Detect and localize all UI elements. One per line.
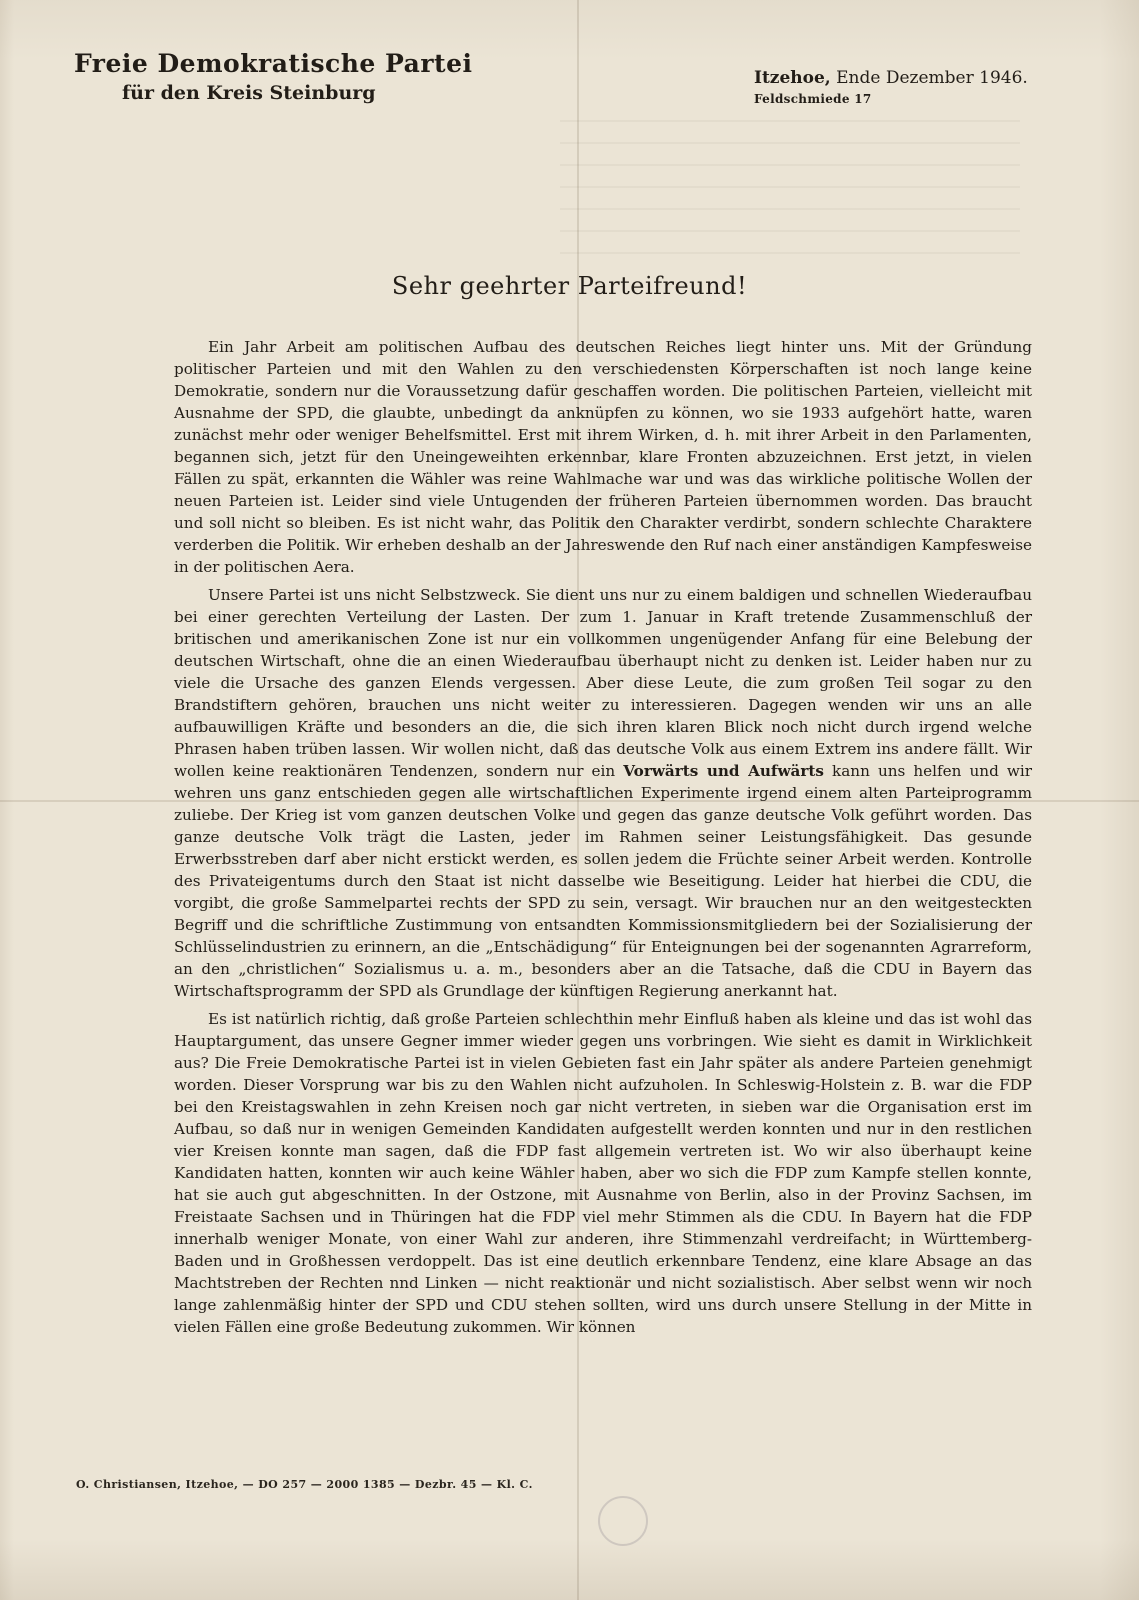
dateline [754, 66, 1028, 108]
paragraph-2-part-a: Unsere Partei ist uns nicht Selbstzweck. Sie dient uns nur zu einem baldigen und schnellen Wiederaufbau bei einer gerechten Verteilung der Lasten. Der zum 1. Januar in Kraft tretende Zusammenschluß der britischen und amerikanischen Zone ist nur ein vollkommen ungenügender Anfang für eine Belebung der deutschen Wirtschaft, ohne die an einen Wiederaufbau überhaupt nicht zu denken ist. Leider haben nur zu viele die Ursache des ganzen Elends vergessen. Aber diese Leute, die zum großen Teil sogar zu den Brandstiftern gehören, brauchen uns nicht weiter zu interessieren. Dagegen wenden wir uns an alle aufbauwilligen Kräfte und besonders an die, die sich ihren klaren Blick noch nicht durch irgend welche Phrasen haben trüben lassen. Wir wollen nicht, daß das deutsche Volk aus einem Extrem ins andere fällt. Wir wollen keine reaktionären Tendenzen, sondern nur ein [174, 586, 1032, 780]
party-subtitle: für den Kreis Steinburg [122, 82, 376, 104]
letterhead [74, 48, 472, 106]
salutation: Sehr geehrter Parteifreund! [391, 272, 748, 300]
paragraph-1: Ein Jahr Arbeit am politischen Aufbau des deutschen Reiches liegt hinter uns. Mit der Gründung politischer Parteien und mit den Wahlen zu den verschiedensten Körperschaften ist noch lange keine Demokratie, sondern nur die Voraussetzung dafür geschaffen worden. Die politischen Parteien, vielleicht mit Ausnahme der SPD, die glaubte, unbedingt da anknüpfen zu können, wo sie 1933 aufgehört hatte, waren zunächst mehr oder weniger Behelfsmittel. Erst mit ihrem Wirken, d. h. mit ihrer Arbeit in den Parlamenten, begannen sich, jetzt für den Uneingeweihten erkennbar, klare Fronten abzuzeichnen. Erst jetzt, in vielen Fällen zu spät, erkannten die Wähler was reine Wahlmache war und was das wirkliche politische Wollen der neuen Parteien ist. Leider sind viele Untugenden der früheren Parteien übernommen worden. Das braucht und soll nicht so bleiben. Es ist nicht wahr, das Politik den Charakter verdirbt, sondern schlechte Charaktere verderben die Politik. Wir erheben deshalb an der Jahreswende den Ruf nach einer anständigen Kampfesweise in der politischen Aera. [174, 338, 1032, 576]
place: Itzehoe, [754, 68, 831, 88]
paragraph-2-bold-slogan: Vorwärts und Aufwärts [623, 762, 824, 780]
paragraph-3: Es ist natürlich richtig, daß große Parteien schlechthin mehr Einfluß haben als kleine und das ist wohl das Hauptargument, das unsere Gegner immer wieder gegen uns vorbringen. Wie sieht es damit in Wirklichkeit aus? Die Freie Demokratische Partei ist in vielen Gebieten fast ein Jahr später als andere Parteien genehmigt worden. Dieser Vorsprung war bis zu den Wahlen nicht aufzuholen. In Schleswig-Holstein z. B. war die FDP bei den Kreistagswahlen in zehn Kreisen noch gar nicht vertreten, in sieben war die Organisation erst im Aufbau, so daß nur in wenigen Gemeinden Kandidaten aufgestellt werden konnten und nur in den restlichen vier Kreisen konnte man sagen, daß die FDP fast allgemein vertreten ist. Wo wir also überhaupt keine Kandidaten hatten, konnten wir auch keine Wähler haben, aber wo sich die FDP zum Kampfe stellen konnte, hat sie auch gut abgeschnitten. In der Ostzone, mit Ausnahme von Berlin, also in der Provinz Sachsen, im Freistaate Sachsen und in Thüringen hat die FDP viel mehr Stimmen als die CDU. In Bayern hat die FDP innerhalb weniger Monate, von einer Wahl zur anderen, ihre Stimmenzahl verdreifacht; in Württemberg-Baden und in Großhessen verdoppelt. Das ist eine deutlich erkennbare Tendenz, eine klare Absage an das Machtstreben der Rechten nnd Linken — nicht reaktionär und nicht sozialistisch. Aber selbst wenn wir noch lange zahlenmäßig hinter der SPD und CDU stehen sollten, wird uns durch unsere Stellung in der Mitte in vielen Fällen eine große Bedeutung zukommen. Wir können [174, 1010, 1032, 1336]
show-through-text [560, 120, 1020, 270]
paragraph-2-part-b: kann uns helfen und wir wehren uns ganz entschieden gegen alle wirtschaftlichen Experimente irgend einem alten Parteiprogramm zuliebe. Der Krieg ist vom ganzen deutschen Volke und gegen das ganze deutsche Volk geführt worden. Das ganze deutsche Volk trägt die Lasten, jeder im Rahmen seiner Leistungsfähigkeit. Das gesunde Erwerbsstreben darf aber nicht erstickt werden, es sollen jedem die Früchte seiner Arbeit werden. Kontrolle des Privateigentums durch den Staat ist nicht dasselbe wie Beseitigung. Leider hat hierbei die CDU, die vorgibt, die große Sammelpartei rechts der SPD zu sein, versagt. Wir brauchen nur an den weitgesteckten Begriff und die schriftliche Zustimmung von entsandten Kommissionsmitgliedern bei der Sozialisierung der Schlüsselindustrien zu erinnern, an die „Entschädigung“ für Enteignungen bei der sogenannten Agrarreform, an den „christlichen“ Sozialismus u. a. m., besonders aber an die Tatsache, daß die CDU in Bayern das Wirtschaftsprogramm der SPD als Grundlage der künftigen Regierung anerkannt hat. [174, 762, 1033, 1000]
party-name: Freie Demokratische Partei [74, 49, 473, 78]
letter-body [174, 336, 1032, 1344]
date: Ende Dezember 1946. [836, 68, 1028, 88]
address: Feldschmiede 17 [754, 92, 872, 106]
place-and-date [754, 66, 1028, 90]
paragraph-2 [174, 584, 1032, 1002]
printer-imprint: O. Christiansen, Itzehoe, — DO 257 — 2000 1385 — Dezbr. 45 — Kl. C. [76, 1478, 533, 1491]
faded-stamp [598, 1496, 648, 1546]
